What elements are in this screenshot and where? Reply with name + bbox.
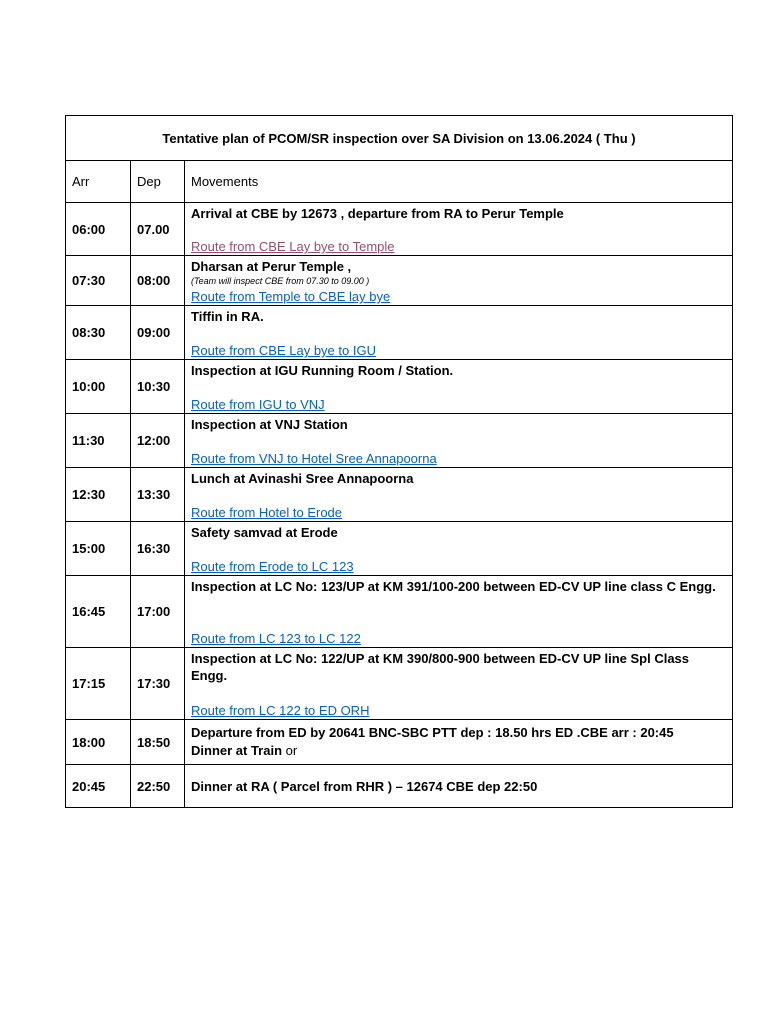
table-row: [66, 720, 733, 765]
arr-time: 06:00: [66, 203, 131, 256]
dep-time: 17:30: [131, 648, 185, 720]
movement-cell: [185, 765, 733, 808]
activity-text: Inspection at IGU Running Room / Station.: [191, 363, 454, 378]
movement-cell: [185, 256, 733, 306]
dep-time: 17:00: [131, 576, 185, 648]
route-link[interactable]: Route from VNJ to Hotel Sree Annapoorna: [191, 451, 437, 466]
activity-text: Departure from ED by 20641 BNC-SBC PTT dep : 18.50 hrs ED .CBE arr : 20:45: [191, 725, 674, 740]
table-row: [66, 256, 733, 306]
route-link[interactable]: Route from Hotel to Erode: [191, 505, 343, 520]
dep-time: 09:00: [131, 306, 185, 360]
header-dep: Dep: [131, 161, 185, 203]
activity-note: (Team will inspect CBE from 07.30 to 09.00 ): [191, 276, 370, 286]
activity-text: Tiffin in RA.: [191, 309, 264, 324]
activity-text: Inspection at VNJ Station: [191, 417, 348, 432]
movement-cell: [185, 720, 733, 765]
dep-time: 07.00: [131, 203, 185, 256]
route-link[interactable]: Route from LC 123 to LC 122: [191, 631, 361, 646]
page-title: Tentative plan of PCOM/SR inspection over SA Division on 13.06.2024 ( Thu ): [66, 116, 733, 161]
table-row: [66, 468, 733, 522]
route-link[interactable]: Route from Erode to LC 123: [191, 559, 354, 574]
dep-time: 12:00: [131, 414, 185, 468]
arr-time: 18:00: [66, 720, 131, 765]
table-row: [66, 360, 733, 414]
dep-time: 18:50: [131, 720, 185, 765]
arr-time: 10:00: [66, 360, 131, 414]
arr-time: 08:30: [66, 306, 131, 360]
route-link[interactable]: Route from IGU to VNJ: [191, 397, 325, 412]
activity-text-2-suffix: or: [285, 743, 298, 758]
header-movements: Movements: [185, 161, 733, 203]
arr-time: 20:45: [66, 765, 131, 808]
movement-cell: [185, 360, 733, 414]
movement-cell: [185, 414, 733, 468]
arr-time: 07:30: [66, 256, 131, 306]
movement-cell: [185, 522, 733, 576]
table-row: [66, 306, 733, 360]
activity-text: Dinner at RA ( Parcel from RHR ) – 12674 CBE dep 22:50: [191, 778, 538, 794]
table-row: [66, 414, 733, 468]
table-row: [66, 576, 733, 648]
dep-time: 08:00: [131, 256, 185, 306]
movement-cell: [185, 576, 733, 648]
activity-text: Inspection at LC No: 123/UP at KM 391/100-200 between ED-CV UP line class C Engg.: [191, 579, 716, 594]
arr-time: 12:30: [66, 468, 131, 522]
movement-cell: [185, 468, 733, 522]
table-row: [66, 522, 733, 576]
table-row: [66, 765, 733, 808]
dep-time: 10:30: [131, 360, 185, 414]
activity-text: Inspection at LC No: 122/UP at KM 390/800-900 between ED-CV UP line Spl Class Engg.: [191, 651, 690, 683]
activity-text: Lunch at Avinashi Sree Annapoorna: [191, 471, 414, 486]
arr-time: 15:00: [66, 522, 131, 576]
activity-text: Safety samvad at Erode: [191, 525, 338, 540]
movement-cell: [185, 648, 733, 720]
route-link[interactable]: Route from CBE Lay bye to IGU: [191, 343, 376, 358]
schedule-table: [65, 115, 733, 808]
route-link[interactable]: Route from Temple to CBE lay bye: [191, 289, 391, 304]
table-row: [66, 203, 733, 256]
table-row: [66, 648, 733, 720]
arr-time: 16:45: [66, 576, 131, 648]
dep-time: 13:30: [131, 468, 185, 522]
movement-cell: [185, 203, 733, 256]
header-row: [66, 161, 733, 203]
header-arr: Arr: [66, 161, 131, 203]
activity-text: Arrival at CBE by 12673 , departure from RA to Perur Temple: [191, 206, 564, 221]
dep-time: 22:50: [131, 765, 185, 808]
activity-text-2: Dinner at Train: [191, 743, 283, 758]
movement-cell: [185, 306, 733, 360]
arr-time: 17:15: [66, 648, 131, 720]
activity-text: Dharsan at Perur Temple ,: [191, 259, 352, 274]
arr-time: 11:30: [66, 414, 131, 468]
route-link[interactable]: Route from CBE Lay bye to Temple: [191, 239, 395, 254]
dep-time: 16:30: [131, 522, 185, 576]
route-link[interactable]: Route from LC 122 to ED ORH: [191, 703, 370, 718]
